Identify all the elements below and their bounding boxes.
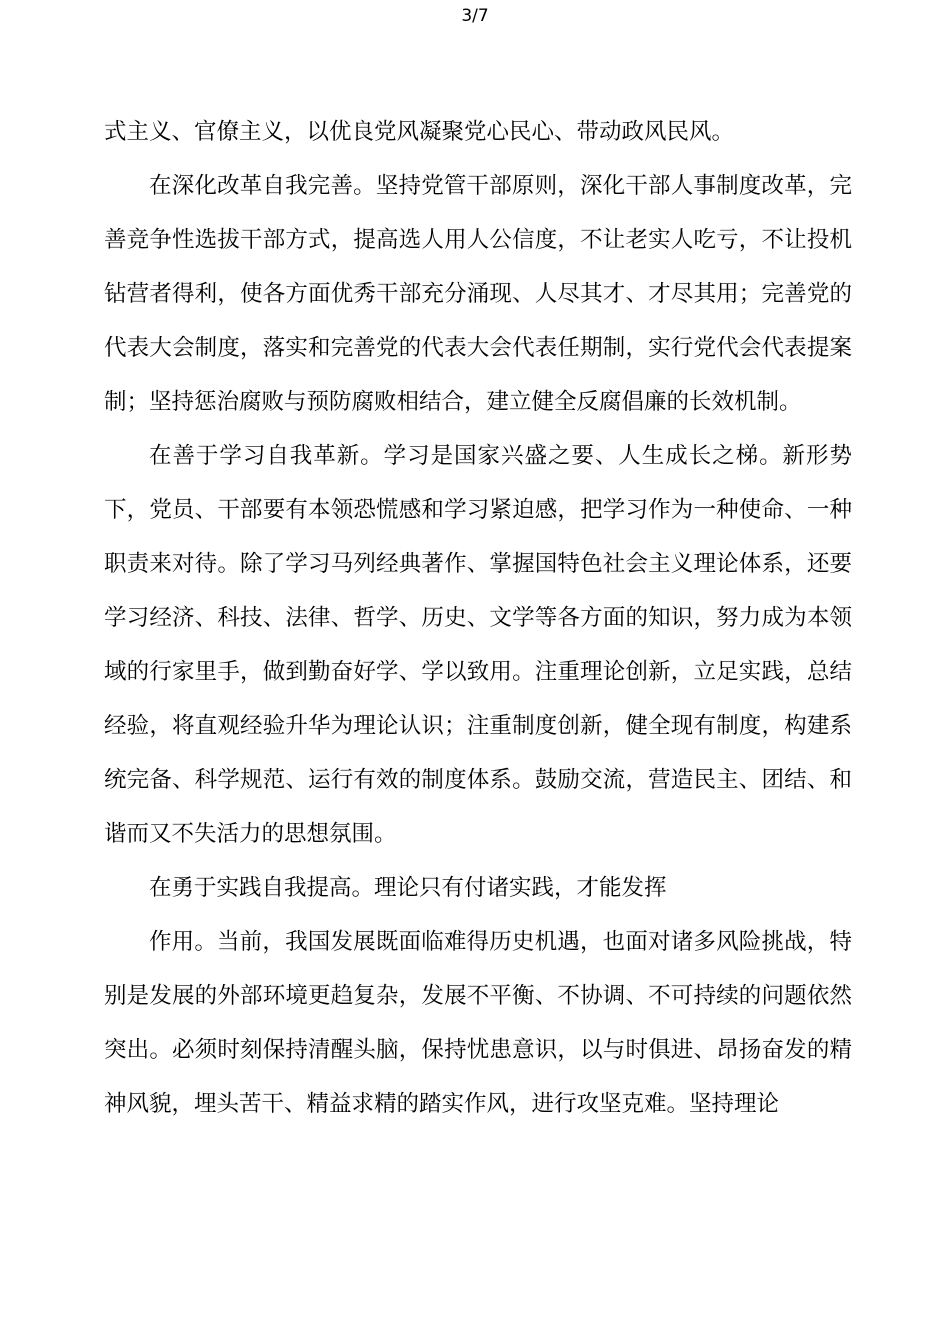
paragraph-effect: 作用。当前，我国发展既面临难得历史机遇，也面对诸多风险挑战，特别是发展的外部环境更趋复杂，发展不平衡、不协调、不可持续的问题依然突出。必须时刻保持清醒头脑，保持忧患意识，以与时俱进、昂扬奋发的精神风貌，埋头苦干、精益求精的踏实作风，进行攻坚克难。坚持理论 [104,929,852,1117]
paragraph-reform: 在深化改革自我完善。坚持党管干部原则，深化干部人事制度改革，完善竞争性选拔干部方式，提高选人用人公信度，不让老实人吃亏，不让投机钻营者得利，使各方面优秀干部充分涌现、人尽其才、才尽其用；完善党的代表大会制度，落实和完善党的代表大会代表任期制，实行党代会代表提案制；坚持惩治腐败与预防腐败相结合，建立健全反腐倡廉的长效机制。 [104,173,852,415]
paragraph-practice: 在勇于实践自我提高。理论只有付诸实践，才能发挥 [149,875,667,901]
paragraph-learning: 在善于学习自我革新。学习是国家兴盛之要、人生成长之梯。新形势下，党员、干部要有本领恐慌感和学习紧迫感，把学习作为一种使命、一种职责来对待。除了学习马列经典著作、掌握国特色社会主义理论体系，还要学习经济、科技、法律、哲学、历史、文学等各方面的知识，努力成为本领域的行家里手，做到勤奋好学、学以致用。注重理论创新，立足实践，总结经验，将直观经验升华为理论认识；注重制度创新，健全现有制度，构建系统完备、科学规范、运行有效的制度体系。鼓励交流，营造民主、团结、和谐而又不失活力的思想氛围。 [104,443,852,847]
paragraph-continued: 式主义、官僚主义，以优良党风凝聚党心民心、带动政风民风。 [104,119,735,145]
document-body [104,105,852,1131]
page-number: 3/7 [461,6,489,26]
